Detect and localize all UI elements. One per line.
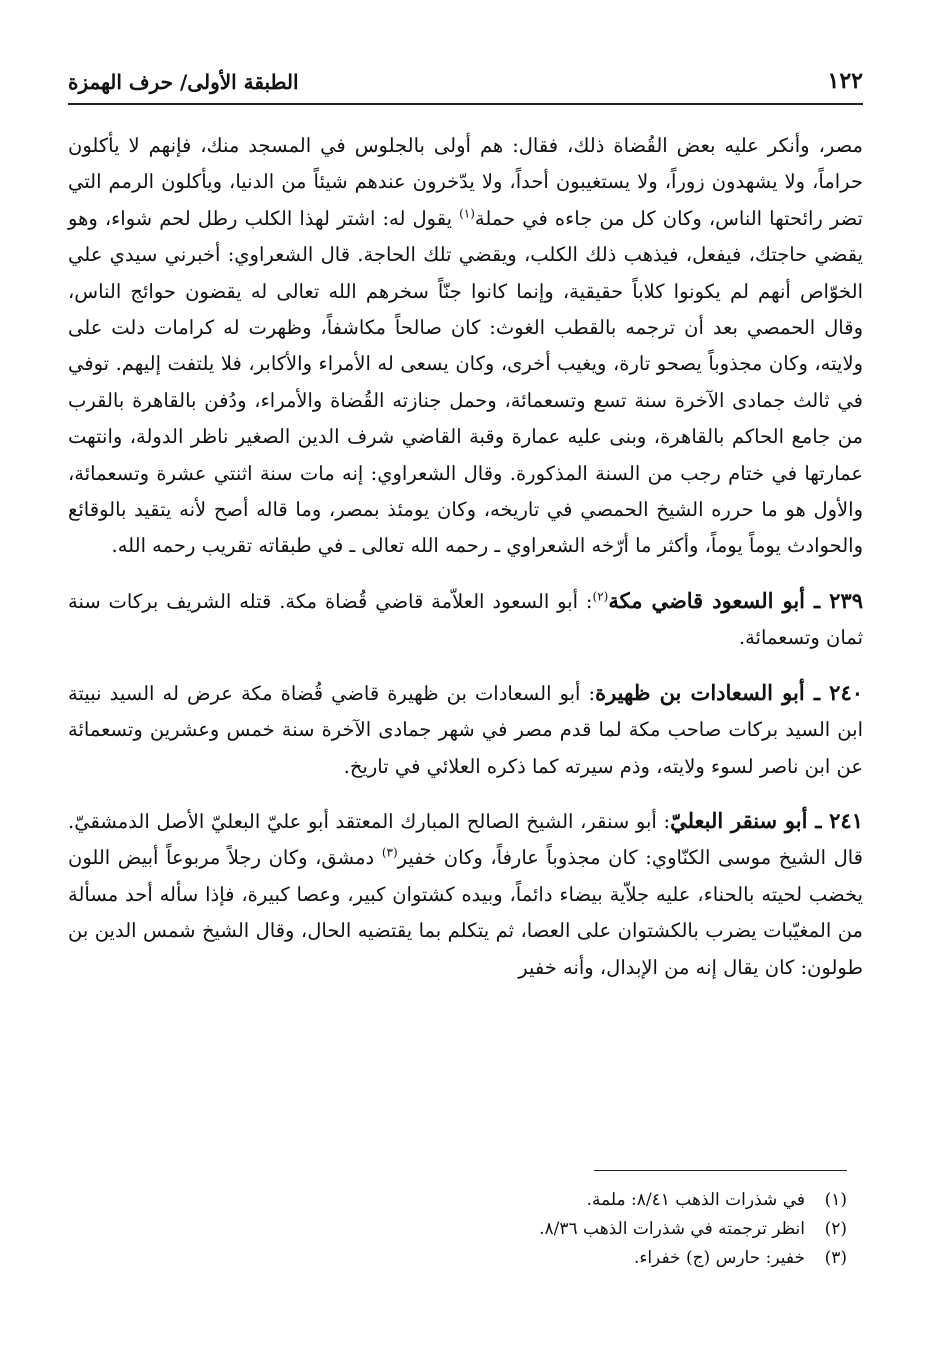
header-rule — [68, 103, 863, 105]
main-text — [68, 128, 863, 986]
footnote-1: (١)في شذرات الذهب ٨/٤١: ملمة. — [586, 1190, 847, 1210]
footnotes — [300, 1186, 847, 1273]
footnote-3: (٣)خفير: حارس (ج) خفراء. — [633, 1248, 847, 1268]
entry-241: ٢٤١ ـ أبو سنقر البعليّ: أبو سنقر، الشيخ الصالح المبارك المعتقد أبو عليّ البعليّ الأصل الدمشقيّ. قال الشيخ موسى الكنّاوي: كان مجذوباً عارفاً، وكان خفير$^{(٣)}$ دمشق، وكان رجلاً مربوعاً أبيض اللون يخضب لحيته بالحناء، عليه جلاّية بيضاء دائماً، وبيده كشتوان كبير، وعصا كبيرة، فإذا سأله أحد مسألة من المغيّبات يضرب بالكشتوان على العصا، ثم يتكلم بما يقتضيه الحال، وقال الشيخ شمس الدين بن طولون: كان يقال إنه من الإبدال، وأنه خفير — [68, 807, 864, 979]
footnote-rule — [594, 1170, 847, 1171]
running-header — [68, 64, 863, 104]
footnote-ref: (١) — [459, 206, 475, 221]
entry-240: ٢٤٠ ـ أبو السعادات بن ظهيرة: أبو السعادات بن ظهيرة قاضي قُضاة مكة عرض له السيد نبيتة ابن السيد بركات صاحب مكة لما قدم مصر في شهر جمادى الآخرة سنة خمس وعشرين وتسعمائة عن ابن ناصر لسوء ولايته، وذم سيرته كما ذكره العلائي في تاريخ. — [68, 679, 864, 778]
entry-heading: ٢٣٩ ـ أبو السعود قاضي مكة — [608, 587, 863, 613]
page-number: ١٢٢ — [827, 68, 863, 94]
paragraph-continuation: مصر، وأنكر عليه بعض القُضاة ذلك، فقال: هم أولى بالجلوس في المسجد منك، فإنهم لا يأكلون حراماً، ولا يشهدون زوراً، ولا يستغيبون أحداً، ولا يدّخرون عندهم شيئاً من الدنيا، ويأكلون الرمم التي تضر رائحتها الناس، وكان كل من جاءه في حملة$^{(١)}$ يقول له: اشتر لهذا الكلب رطل لحم شواء، وهو يقضي حاجتك، فيفعل، فيذهب ذلك الكلب، ويقضي تلك الحاجة. قال الشعراوي: أخبرني سيدي علي الخوّاص أنهم لم يكونوا كلاباً حقيقية، وإنما كانوا جنّاً سخرهم الله تعالى له يقضون حوائج الناس، وقال الحمصي بعد أن ترجمه بالقطب الغوث: كان صالحاً مكاشفاً، وظهرت له كرامات دلت على ولايته، وكان مجذوباً يصحو تارة، ويغيب أخرى، وكان يسعى له الأمراء والأكابر، فلا يلتفت إليهم. توفي في ثالث جمادى الآخرة سنة تسع وتسعمائة، وحمل جنازته القُضاة والأمراء، ودُفن بالقاهرة بالقرب من جامع الحاكم بالقاهرة، وبنى عليه عمارة وقبة القاضي شرف الدين الصغير ناظر الدولة، وانتهت عمارتها في ختام رجب من السنة المذكورة. وقال الشعراوي: إنه مات سنة اثنتي عشرة وتسعمائة، والأول هو ما حرره الشيخ الحمصي في تاريخه، وكان يومئذ بمصر، وما قاله أصح لأنه يتقيد بالوقائع والحوادث يوماً يوماً، وأكثر ما أرّخه الشعراوي ـ رحمه الله تعالى ـ في طبقاته تقريب رحمه الله. — [68, 134, 863, 558]
entry-heading: ٢٤٠ ـ أبو السعادات بن ظهيرة — [595, 679, 864, 705]
footnote-ref: (٢) — [592, 589, 609, 604]
footnote-2: (٢)انظر ترجمته في شذرات الذهب ٨/٣٦. — [539, 1219, 847, 1239]
footnote-ref: (٣) — [381, 845, 398, 860]
chapter-title: الطبقة الأولى/ حرف الهمزة — [68, 70, 299, 94]
entry-heading: ٢٤١ ـ أبو سنقر البعليّ — [670, 807, 863, 833]
entry-239: ٢٣٩ ـ أبو السعود قاضي مكة$^{(٢)}$: أبو السعود العلاّمة قاضي قُضاة مكة. قتله الشريف بركات سنة ثمان وتسعمائة. — [68, 587, 863, 650]
